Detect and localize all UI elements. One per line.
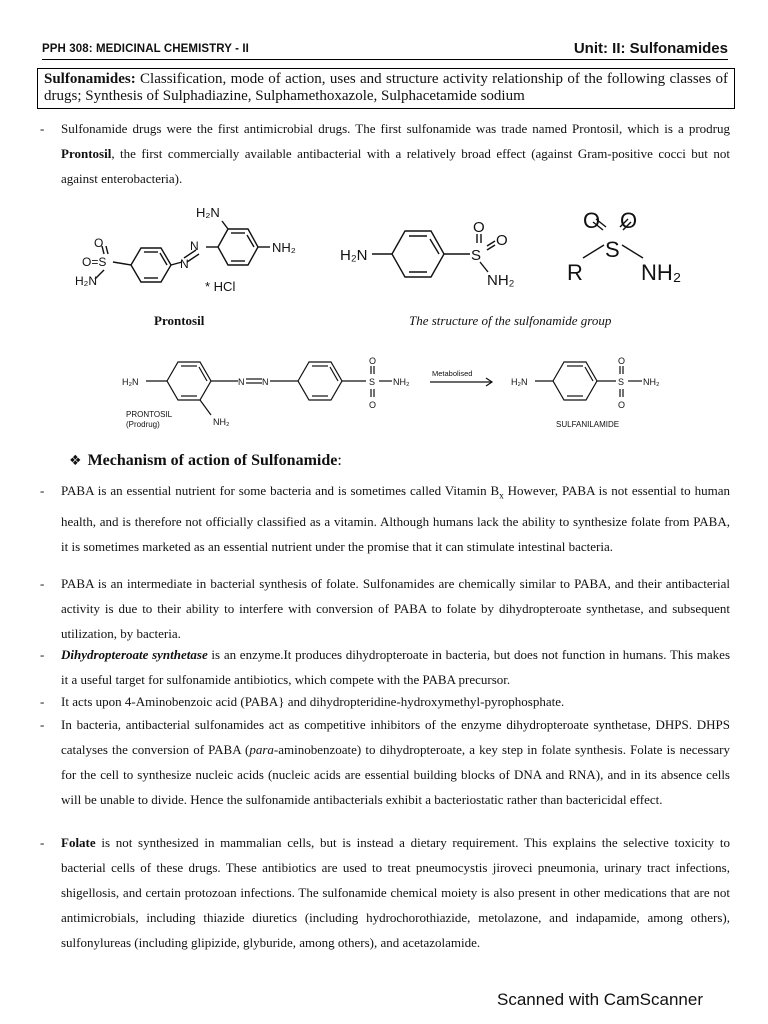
bullet-text: It acts upon 4-Aminobenzoic acid (PABA} and dihydropteridine-hydroxymethyl-pyrophosphate.: [61, 694, 565, 709]
bullet-text: [61, 830, 730, 955]
bullet-dash: -: [40, 647, 45, 662]
label-o: O: [369, 400, 377, 410]
label-s: S: [605, 237, 620, 262]
prontosil-caption: Prontosil: [154, 313, 205, 328]
label-h2n: H₂N: [75, 274, 97, 288]
label-o: O: [583, 208, 601, 233]
label-o: O: [369, 356, 377, 366]
bullet-dash: -: [40, 121, 45, 136]
mechanism-title: [69, 452, 342, 470]
label-r: R: [567, 260, 583, 285]
bullet-text-post: -aminobenzoate) to dihydropteroate, a key step in folate synthesis. Folate is necessary for the cell to synthesize nucleic acids (nucleic acids are essential building blocks of DNA and RNA), and in its absence cells will be unable to divide. Hence the sulfonamide antibacterials exhibit a bacteriostatic rather than bactericidal effect.: [61, 742, 730, 807]
label-n: N: [238, 377, 245, 387]
label-o: O: [496, 232, 508, 249]
label-hcl: * HCl: [205, 279, 236, 294]
intro-part2: , the first commercially available antibacterial with a relatively broad effect (against Gram-positive cocci but not against enterobacteria).: [61, 146, 730, 186]
bullet-text-pre: PABA is an essential nutrient for some bacteria and is sometimes called Vitamin B: [61, 483, 500, 498]
label-o: O: [94, 236, 104, 250]
bullet-text: PABA is an intermediate in bacterial synthesis of folate. Sulfonamides are chemically similar to PABA, and their antibacterial activity is due to their ability to interfere with conversion of PABA to folate by dihydropteroate synthetase, and subsequent utilization, by bacteria.: [61, 576, 730, 641]
mechanism-colon: :: [337, 452, 342, 469]
bullet-bold-italic: Dihydropteroate synthetase: [61, 647, 208, 662]
prontosil-ring-1: [131, 248, 171, 282]
label-o: O: [618, 356, 626, 366]
label-nh2: NH₂: [643, 377, 660, 387]
label-h2n: H₂N: [340, 247, 368, 264]
prontosil-ring-2: [218, 229, 258, 265]
sulfonamide-caption: The structure of the sulfonamide group: [409, 313, 612, 328]
bullet-text: [61, 712, 730, 812]
label-prodrug: (Prodrug): [126, 420, 160, 429]
label-sulfanilamide: SULFANILAMIDE: [556, 420, 620, 429]
bullet-dash: -: [40, 835, 45, 850]
label-h2n: H₂N: [511, 377, 528, 387]
sulfanilamide-ring-2: [553, 362, 597, 400]
bullet-text: [61, 478, 730, 559]
label-s: S: [618, 377, 625, 387]
bullet-text-sub: x: [499, 490, 504, 501]
label-o: O: [618, 400, 626, 410]
bullet-text-post: However, PABA is not essential to human health, and is therefore not officially classified as a vitamin. Although humans lack the ability to synthesize folate from PABA, it is sometimes marketed as an essential nutrient under the promise that it can stimulate intestinal bacteria.: [61, 483, 730, 554]
bullet-text-rest: is not synthesized in mammalian cells, but is instead a dietary requirement. This explains the selective toxicity to bacterial cells of these drugs. These antibiotics are used to treat pneumocystis jiroveci pneumonia, urinary tract infections, shigellosis, and certain protozoan infections. The sulfonamide chemical moiety is also present in other medications that are not antimicrobials, including thiazide diuretics (including hydrochorothiazide, metolazone, and indapamide, among others), sulfonylureas (including glipizide, glyburide, among others), and acetazolamide.: [61, 835, 730, 950]
bullet-text-pre: In bacteria, antibacterial sulfonamides act as competitive inhibitors of the enzyme dihydropteroate synthetase, DHPS. DHPS catalyses the conversion of PABA (: [61, 717, 730, 757]
label-n: N: [190, 239, 199, 253]
bullet-item: [40, 571, 730, 646]
label-nh2: NH₂: [213, 417, 230, 427]
bullet-dash: -: [40, 694, 45, 709]
bullet-text: [61, 642, 730, 692]
intro-part1: Sulfonamide drugs were the first antimicrobial drugs. The first sulfonamide was trade named Prontosil, which is a prodrug: [61, 121, 730, 136]
label-o-eq-s: O=S: [82, 255, 107, 269]
label-prontosil: PRONTOSIL: [126, 410, 173, 419]
label-n: N: [262, 377, 269, 387]
label-s: S: [369, 377, 376, 387]
label-h2n: H₂N: [122, 377, 139, 387]
label-n: N: [180, 257, 189, 271]
label-nh2: NH₂: [393, 377, 410, 387]
bullet-dash: -: [40, 483, 45, 498]
unit-title: Unit: II: Sulfonamides: [573, 40, 728, 57]
scanner-watermark: Scanned with CamScanner: [497, 990, 704, 1009]
star-bullet-icon: ❖: [69, 453, 82, 469]
bullet-text-rest: is an enzyme.It produces dihydropteroate in bacteria, but does not function in humans. This makes it a useful target for sulfonamide antibiotics, which compete with the PABA precursor.: [61, 647, 731, 687]
bullet-bold: Folate: [61, 835, 96, 850]
bullet-item: [40, 478, 730, 559]
label-metabolised: Metabolised: [432, 369, 473, 378]
bullet-item: [40, 642, 730, 692]
structures-figure: [0, 0, 768, 450]
label-nh2: NH₂: [487, 272, 515, 289]
label-nh2: NH₂: [641, 260, 682, 285]
sulfanilamide-ring-mid: [392, 231, 444, 277]
course-title: PPH 308: MEDICINAL CHEMISTRY - II: [42, 43, 249, 55]
mechanism-title-text: Mechanism of action of Sulfonamide: [87, 452, 338, 469]
intro-bold: Prontosil: [61, 146, 112, 161]
bullet-item: [40, 830, 730, 955]
prodrug-ring-2: [298, 362, 342, 400]
bullet-text-italic: para: [249, 742, 274, 757]
prodrug-ring-1: [167, 362, 211, 400]
bullet-item: [40, 689, 730, 714]
label-o: O: [620, 208, 638, 233]
label-h2n: H₂N: [196, 205, 220, 220]
syllabus-title: Sulfonamides:: [44, 71, 136, 87]
bullet-dash: -: [40, 717, 45, 732]
label-o: O: [473, 219, 485, 236]
label-nh2: NH₂: [272, 240, 296, 255]
syllabus-text: Classification, mode of action, uses and structure activity relationship of the following classes of drugs; Synthesis of Sulphadiazine, Sulphamethoxazole, Sulphacetamide sodium: [44, 71, 728, 104]
label-s: S: [471, 247, 482, 264]
bullet-dash: -: [40, 576, 45, 591]
bullet-item: [40, 712, 730, 812]
